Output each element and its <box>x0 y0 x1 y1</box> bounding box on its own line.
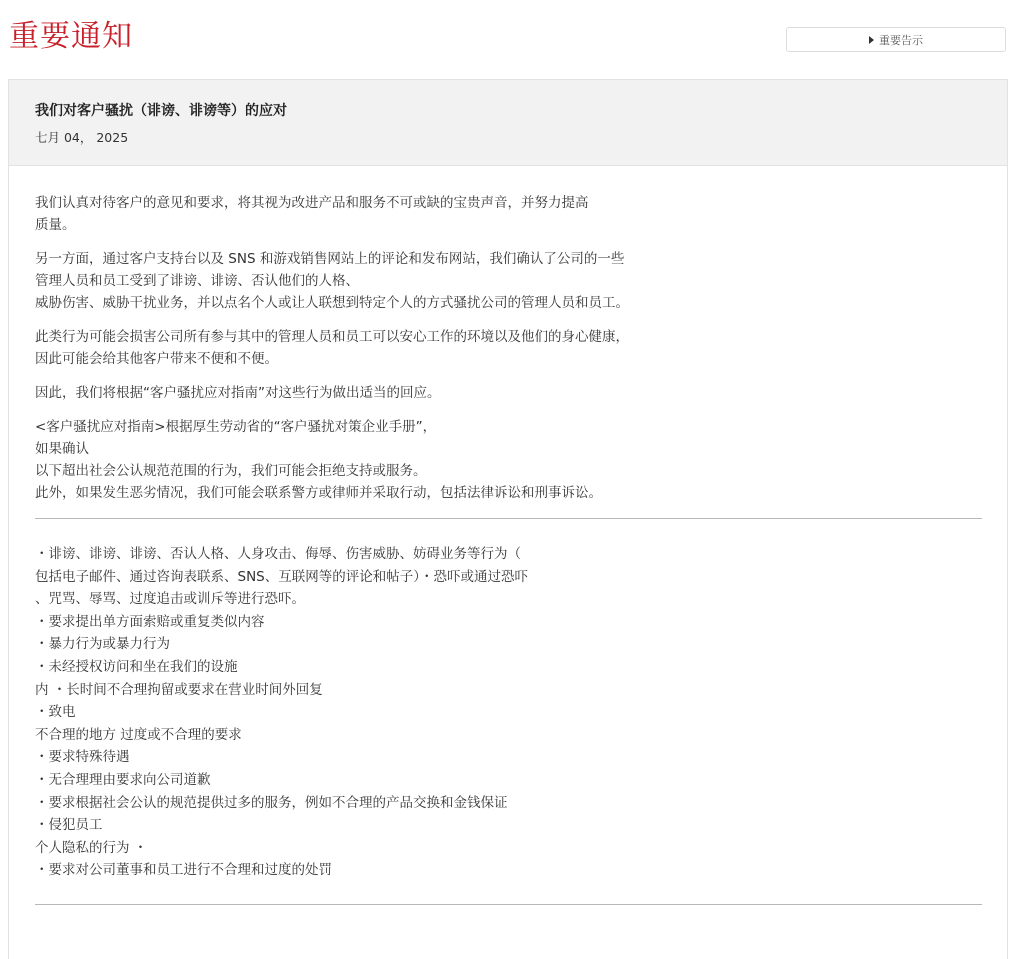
divider-bottom <box>35 904 982 905</box>
list-item: ・诽谤、诽谤、诽谤、否认人格、人身攻击、侮辱、伤害威胁、妨碍业务等行为（ <box>35 546 521 562</box>
article-body <box>35 192 985 905</box>
list-item: ・无合理理由要求向公司道歉 <box>35 771 211 788</box>
triangle-right-icon <box>869 36 874 44</box>
text-line: 质量。 <box>35 217 76 233</box>
list-item: ・要求对公司董事和员工进行不合理和过度的处罚 <box>35 862 332 879</box>
text-line: 威胁伤害、威胁干扰业务，并以点名个人或让人联想到特定个人的方式骚扰公司的管理人员和员工。 <box>35 295 629 311</box>
article-panel <box>8 79 1008 959</box>
paragraph-5 <box>35 416 985 504</box>
text-line: 此外，如果发生恶劣情况，我们可能会联系警方或律师并采取行动，包括法律诉讼和刑事诉讼。 <box>35 485 602 501</box>
text-line: 管理人员和员工受到了诽谤、诽谤、否认他们的人格、 <box>35 273 359 289</box>
text-line: 此类行为可能会损害公司所有参与其中的管理人员和员工可以安心工作的环境以及他们的身心健康， <box>35 329 629 345</box>
list-item: 包括电子邮件、通过咨询表联系、SNS、互联网等的评论和帖子）・恐吓或通过恐吓 <box>35 568 528 585</box>
paragraph-2 <box>35 248 985 314</box>
list-item: 内 ・长时间不合理拘留或要求在营业时间外回复 <box>35 681 323 698</box>
list-item: ・致电 <box>35 704 76 721</box>
divider <box>35 518 982 519</box>
list-item: ・要求根据社会公认的规范提供过多的服务，例如不合理的产品交换和金钱保证 <box>35 794 508 811</box>
text-line: 因此，我们将根据“客户骚扰应对指南”对这些行为做出适当的回应。 <box>35 385 441 401</box>
text-line: 另一方面，通过客户支持台以及 SNS 和游戏销售网站上的评论和发布网站，我们确认了公司的一些 <box>35 251 625 267</box>
text-line: 如果确认 <box>35 441 89 457</box>
important-notice-button[interactable] <box>786 27 1006 52</box>
list-item: ・要求特殊待遇 <box>35 749 130 766</box>
list-item: 不合理的地方 过度或不合理的要求 <box>35 726 242 743</box>
article-header <box>9 80 1007 166</box>
text-line: 以下超出社会公认规范范围的行为，我们可能会拒绝支持或服务。 <box>35 463 427 479</box>
list-item: 个人隐私的行为 ・ <box>35 839 148 856</box>
text-line: 因此可能会给其他客户带来不便和不便。 <box>35 351 278 367</box>
list-item: ・暴力行为或暴力行为 <box>35 636 170 653</box>
paragraph-4 <box>35 382 985 404</box>
paragraph-3 <box>35 326 985 370</box>
page-title: 重要通知 <box>9 19 133 54</box>
list-item: ・侵犯员工 <box>35 817 103 834</box>
article-date: 七月 04， 2025 <box>35 130 129 145</box>
prohibited-acts-list <box>35 543 985 882</box>
list-item: 、咒骂、辱骂、过度追击或训斥等进行恐吓。 <box>35 591 305 608</box>
paragraph-1 <box>35 192 985 236</box>
important-notice-label: 重要告示 <box>879 33 923 47</box>
text-line: <客户骚扰应对指南>根据厚生劳动省的“客户骚扰对策企业手册”， <box>35 419 437 435</box>
text-line: 我们认真对待客户的意见和要求，将其视为改进产品和服务不可或缺的宝贵声音，并努力提高 <box>35 195 589 211</box>
list-item: ・未经授权访问和坐在我们的设施 <box>35 658 238 675</box>
article-title: 我们对客户骚扰（诽谤、诽谤等）的应对 <box>35 103 287 119</box>
list-item: ・要求提出单方面索赔或重复类似内容 <box>35 613 265 630</box>
